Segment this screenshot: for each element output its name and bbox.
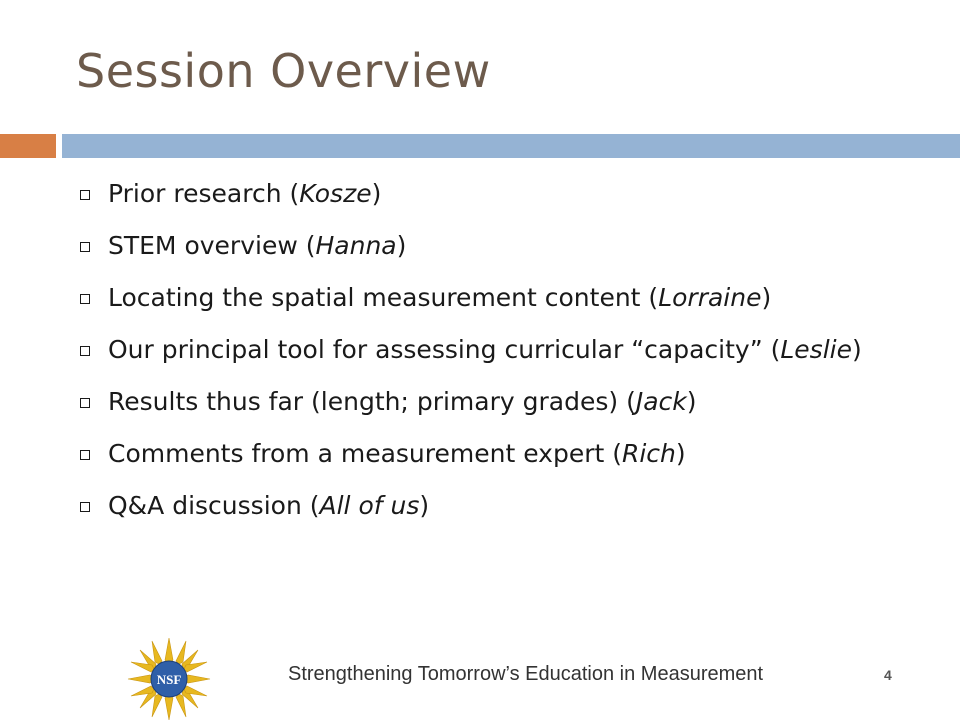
square-bullet-icon (80, 294, 90, 304)
square-bullet-icon (80, 242, 90, 252)
bullet-item: Prior research (Kosze) (0, 176, 960, 212)
bullet-item: STEM overview (Hanna) (0, 228, 960, 264)
square-bullet-icon (80, 450, 90, 460)
footer-text: Strengthening Tomorrow’s Education in Measurement (288, 663, 764, 685)
nsf-logo-text: NSF (156, 672, 182, 687)
square-bullet-icon (80, 398, 90, 408)
bullet-item: Locating the spatial measurement content (Lorraine) (0, 280, 960, 316)
bullet-item: Q&A discussion (All of us) (0, 488, 960, 524)
page-number: 4 (884, 667, 892, 683)
bullet-list (0, 176, 960, 540)
bullet-item: Our principal tool for assessing curricular “capacity” (Leslie) (0, 332, 960, 368)
bullet-item: Results thus far (length; primary grades) (Jack) (0, 384, 960, 420)
square-bullet-icon (80, 502, 90, 512)
slide-title: Session Overview (76, 44, 491, 98)
square-bullet-icon (80, 190, 90, 200)
nsf-logo (126, 636, 212, 722)
bullet-item: Comments from a measurement expert (Rich) (0, 436, 960, 472)
accent-bar (0, 134, 56, 158)
square-bullet-icon (80, 346, 90, 356)
title-underline-bar (62, 134, 960, 158)
